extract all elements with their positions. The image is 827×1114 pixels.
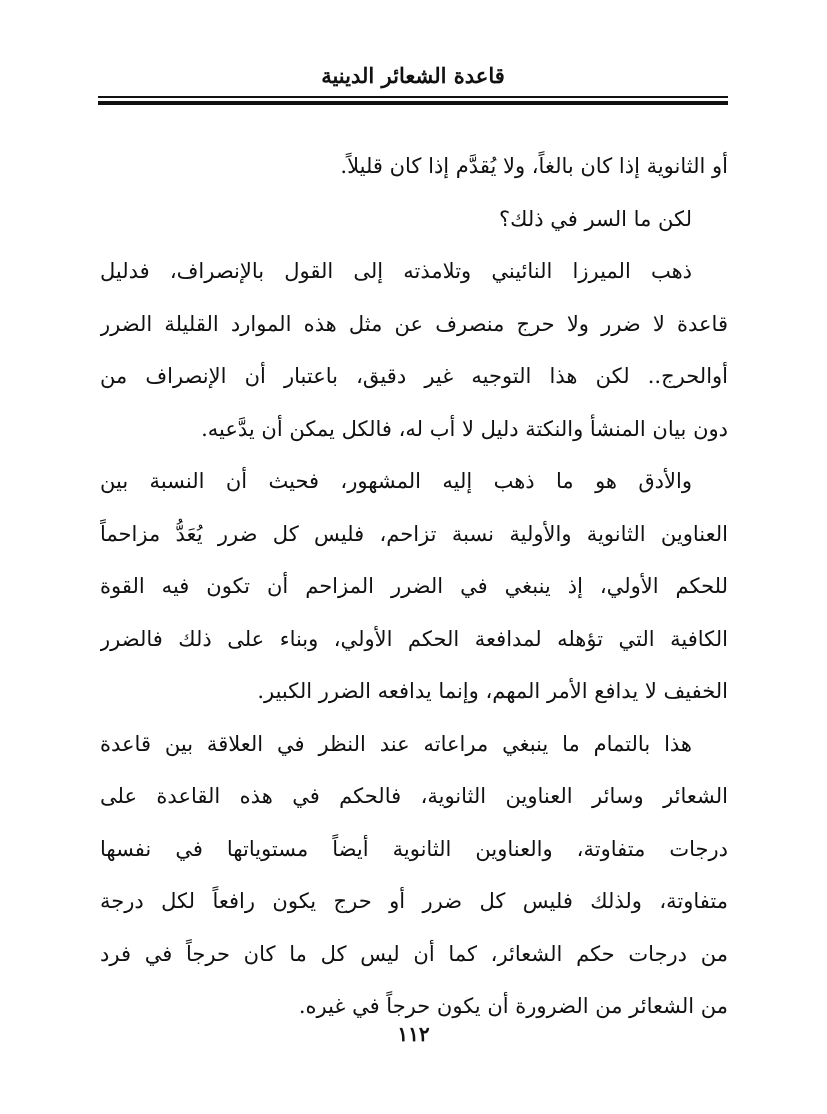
text-line: العناوين الثانوية والأولية نسبة تزاحم، فليس كل ضرر يُعَدُّ مزاحماً — [100, 521, 728, 546]
text-line: أو الثانوية إذا كان بالغاً، ولا يُقدَّم إذا كان قليلاً. — [340, 154, 728, 178]
text-line: الخفيف لا يدافع الأمر المهم، وإنما يدافعه الضرر الكبير. — [257, 679, 728, 703]
text-line: الشعائر وسائر العناوين الثانوية، فالحكم في هذه القاعدة على — [100, 784, 728, 808]
text-line: من درجات حكم الشعائر، كما أن ليس كل ما كان حرجاً في فرد — [100, 941, 728, 966]
text-line: هذا بالتمام ما ينبغي مراعاته عند النظر في العلاقة بين قاعدة — [100, 731, 692, 756]
header-rule-thin — [98, 96, 728, 98]
text-line: قاعدة لا ضرر ولا حرج منصرف عن مثل هذه الموارد القليلة الضرر — [100, 311, 728, 336]
page-number: ١١٢ — [397, 1022, 430, 1046]
text-line: أوالحرج.. لكن هذا التوجيه غير دقيق، باعتبار أن الإنصراف من — [100, 364, 728, 388]
text-line: دون بيان المنشأ والنكتة دليل لا أب له، فالكل يمكن أن يدَّعيه. — [201, 416, 728, 441]
text-line: للحكم الأولي، إذ ينبغي في الضرر المزاحم أن تكون فيه القوة — [100, 574, 728, 598]
running-header-title: قاعدة الشعائر الدينية — [321, 63, 505, 88]
header-rule-thick — [98, 101, 728, 105]
text-line: متفاوتة، ولذلك فليس كل ضرر أو حرج يكون رافعاً لكل درجة — [100, 889, 728, 913]
text-line: درجات متفاوتة، والعناوين الثانوية أيضاً مستوياتها في نفسها — [100, 836, 728, 861]
text-line: من الشعائر من الضرورة أن يكون حرجاً في غيره. — [298, 994, 728, 1018]
text-line: ذهب الميرزا النائيني وتلامذته إلى القول بالإنصراف، فدليل — [100, 259, 692, 283]
text-line: الكافية التي تؤهله لمدافعة الحكم الأولي، وبناء على ذلك فالضرر — [100, 626, 728, 651]
text-line: لكن ما السر في ذلك؟ — [498, 206, 692, 231]
body-text — [100, 140, 728, 1033]
text-line: والأدق هو ما ذهب إليه المشهور، فحيث أن النسبة بين — [100, 469, 692, 493]
